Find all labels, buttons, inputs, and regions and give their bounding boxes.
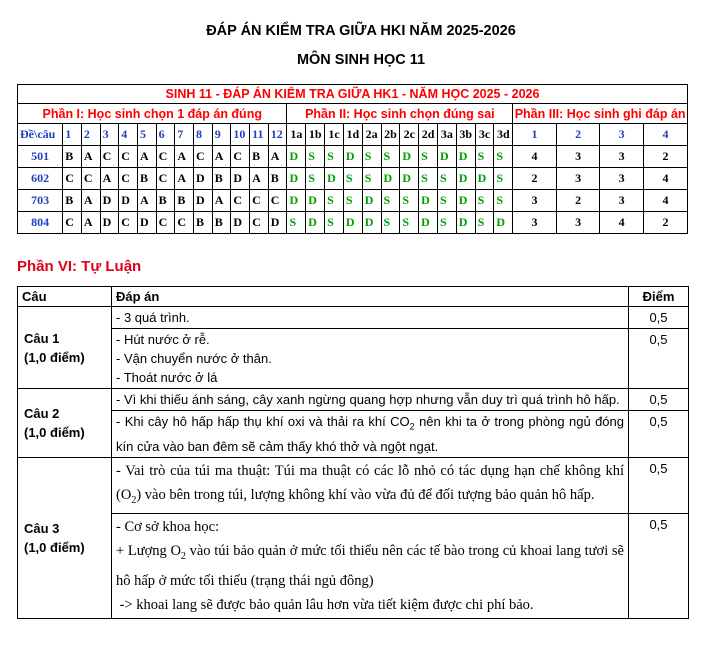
part1-answer: C	[81, 168, 100, 190]
part2-column-header: 1a	[287, 124, 306, 146]
part2-answer: D	[456, 168, 475, 190]
q2-answer-2-text: - Khi cây hô hấp hấp thụ khí oxi và thải ra khí CO	[116, 414, 410, 429]
exam-code: 804	[18, 212, 63, 234]
part2-answer: D	[325, 168, 344, 190]
part3-answer: 3	[556, 146, 600, 168]
part1-column-header: 2	[81, 124, 100, 146]
question-3-points-total: (1,0 điểm)	[24, 539, 85, 555]
part1-answer: C	[119, 146, 138, 168]
part2-answer: S	[306, 146, 325, 168]
part1-answer: D	[119, 190, 138, 212]
part2-answer: S	[325, 212, 344, 234]
part2-answer: S	[494, 146, 513, 168]
part1-answer: D	[137, 212, 156, 234]
part1-answer: C	[156, 168, 175, 190]
part1-label: Phần I: Học sinh chọn 1 đáp án đúng	[18, 104, 287, 124]
question-3-cell	[18, 457, 112, 619]
part2-answer: S	[325, 190, 344, 212]
part2-answer: S	[437, 168, 456, 190]
part2-answer: S	[400, 212, 419, 234]
part2-answer: D	[475, 168, 494, 190]
part1-answer: B	[63, 190, 82, 212]
part1-answer: C	[194, 146, 213, 168]
part1-answer: A	[81, 190, 100, 212]
q2-answer-2-subscript: 2	[409, 421, 415, 432]
question-2-cell	[18, 389, 112, 458]
part1-answer: B	[194, 212, 213, 234]
answer-key-banner: SINH 11 - ĐÁP ÁN KIỂM TRA GIỮA HK1 - NĂM HỌC 2025 - 2026	[18, 85, 688, 104]
part1-answer: B	[175, 190, 194, 212]
part1-answer: D	[100, 212, 119, 234]
answer-key-row	[18, 190, 688, 212]
part1-answer: D	[231, 212, 250, 234]
column-header-points: Điểm	[629, 287, 689, 307]
part2-answer: D	[419, 212, 438, 234]
q3-points-2: 0,5	[629, 514, 689, 619]
part1-column-header: 5	[137, 124, 156, 146]
part3-answer: 3	[600, 146, 644, 168]
q2-answer-1: - Vì khi thiếu ánh sáng, cây xanh ngừng quang hợp nhưng vẫn duy trì quá trình hô hấp.	[112, 389, 629, 411]
q3-answer-1-text: - Vai trò của túi ma thuật: Túi ma thuật có các lỗ nhỏ có tác dụng hạn chế không khí (O	[116, 462, 624, 503]
part1-column-header: 8	[194, 124, 213, 146]
part2-answer: S	[381, 146, 400, 168]
exam-code: 501	[18, 146, 63, 168]
part1-column-header: 9	[212, 124, 231, 146]
question-2-label: Câu 2	[24, 405, 60, 421]
question-3-label: Câu 3	[24, 520, 60, 536]
part2-answer: D	[343, 146, 362, 168]
part2-answer: S	[306, 168, 325, 190]
question-1-label: Câu 1	[24, 330, 60, 346]
part1-answer: A	[81, 146, 100, 168]
part3-answer: 4	[513, 146, 557, 168]
part2-answer: S	[494, 190, 513, 212]
corner-label: Đề\câu	[18, 124, 63, 146]
part2-column-header: 3a	[437, 124, 456, 146]
part2-answer: S	[325, 146, 344, 168]
part1-answer: D	[100, 190, 119, 212]
part1-answer: C	[119, 168, 138, 190]
part1-answer: C	[231, 190, 250, 212]
part1-answer: B	[212, 212, 231, 234]
part1-answer: A	[137, 190, 156, 212]
part3-answer: 4	[600, 212, 644, 234]
part1-answer: C	[250, 212, 269, 234]
part3-answer: 3	[556, 168, 600, 190]
part3-answer: 3	[600, 168, 644, 190]
answer-key-row	[18, 212, 688, 234]
q2-points-1: 0,5	[629, 389, 689, 411]
part1-answer: C	[268, 190, 287, 212]
essay-heading: Phần VI: Tự Luận	[17, 258, 142, 275]
part2-answer: D	[287, 190, 306, 212]
part2-answer: D	[456, 190, 475, 212]
answer-key-row	[18, 146, 688, 168]
part2-column-header: 2c	[400, 124, 419, 146]
part3-answer: 3	[556, 212, 600, 234]
part2-answer: S	[362, 168, 381, 190]
part2-answer: D	[400, 168, 419, 190]
part1-answer: A	[175, 146, 194, 168]
part2-column-header: 2a	[362, 124, 381, 146]
part1-answer: B	[268, 168, 287, 190]
part1-answer: D	[268, 212, 287, 234]
question-1-cell	[18, 307, 112, 389]
part2-answer: S	[343, 168, 362, 190]
part1-answer: D	[194, 168, 213, 190]
part1-answer: A	[250, 168, 269, 190]
part2-column-header: 1c	[325, 124, 344, 146]
part2-answer: D	[287, 146, 306, 168]
part2-answer: S	[475, 190, 494, 212]
part2-answer: D	[456, 146, 475, 168]
part2-answer: D	[362, 190, 381, 212]
part1-answer: A	[81, 212, 100, 234]
part3-column-header: 2	[556, 124, 600, 146]
part3-answer: 3	[600, 190, 644, 212]
q1-points-1: 0,5	[629, 307, 689, 329]
answer-key-table	[17, 84, 688, 234]
part1-answer: A	[268, 146, 287, 168]
part1-answer: C	[250, 190, 269, 212]
part1-answer: A	[100, 168, 119, 190]
part1-answer: D	[231, 168, 250, 190]
part2-answer: S	[475, 146, 494, 168]
document-title: ĐÁP ÁN KIỂM TRA GIỮA HKI NĂM 2025-2026	[206, 23, 516, 39]
q1-answer-2-line: - Thoát nước ở lá	[116, 370, 218, 385]
part2-column-header: 3c	[475, 124, 494, 146]
exam-code: 602	[18, 168, 63, 190]
part3-answer: 4	[643, 190, 687, 212]
part2-answer: S	[419, 168, 438, 190]
part2-column-header: 3d	[494, 124, 513, 146]
part1-answer: C	[156, 146, 175, 168]
q3-answer-1	[112, 457, 629, 514]
part2-answer: S	[437, 190, 456, 212]
part2-answer: S	[381, 212, 400, 234]
part2-answer: D	[362, 212, 381, 234]
part1-column-header: 3	[100, 124, 119, 146]
q3-answer-1-text-end: ) vào bên trong túi, lượng không khí vào vừa đủ để đối tượng bảo quản hô hấp.	[136, 486, 595, 503]
part2-answer: S	[381, 190, 400, 212]
part1-column-header: 10	[231, 124, 250, 146]
part2-column-header: 3b	[456, 124, 475, 146]
part1-answer: C	[175, 212, 194, 234]
part3-answer: 2	[643, 212, 687, 234]
part2-answer: S	[494, 168, 513, 190]
essay-table	[17, 286, 689, 619]
part2-column-header: 1b	[306, 124, 325, 146]
part2-answer: D	[343, 212, 362, 234]
q3-answer-2-subscript: 2	[180, 551, 186, 563]
part2-answer: D	[306, 212, 325, 234]
part2-column-header: 1d	[343, 124, 362, 146]
part1-answer: A	[175, 168, 194, 190]
question-1-points-total: (1,0 điểm)	[24, 349, 85, 365]
exam-code: 703	[18, 190, 63, 212]
answer-key-row	[18, 168, 688, 190]
part1-answer: B	[250, 146, 269, 168]
q3-answer-2-line-2-text: + Lượng O	[116, 543, 181, 560]
part2-answer: S	[362, 146, 381, 168]
q2-answer-2-text-end: nên khi ta ở trong phòng ngủ đóng kín cửa vào ban đêm sẽ cảm thấy khó thở và ngột ngạt.	[116, 414, 624, 454]
part2-answer: D	[287, 168, 306, 190]
part3-column-header: 4	[643, 124, 687, 146]
part2-answer: S	[287, 212, 306, 234]
part2-answer: D	[494, 212, 513, 234]
part2-answer: S	[475, 212, 494, 234]
part1-column-header: 12	[268, 124, 287, 146]
column-header-answer: Đáp án	[112, 287, 629, 307]
part1-answer: B	[63, 146, 82, 168]
q1-answer-2	[112, 329, 629, 389]
part2-label: Phần II: Học sinh chọn đúng sai	[287, 104, 513, 124]
part2-answer: D	[419, 190, 438, 212]
part2-answer: D	[306, 190, 325, 212]
part1-answer: C	[119, 212, 138, 234]
part2-answer: S	[419, 146, 438, 168]
part2-answer: D	[437, 146, 456, 168]
part3-answer: 3	[513, 212, 557, 234]
part1-answer: B	[137, 168, 156, 190]
part1-column-header: 4	[119, 124, 138, 146]
part1-column-header: 1	[63, 124, 82, 146]
part3-answer: 2	[643, 146, 687, 168]
part1-column-header: 11	[250, 124, 269, 146]
part1-answer: D	[194, 190, 213, 212]
part3-answer: 4	[643, 168, 687, 190]
part3-answer: 2	[513, 168, 557, 190]
part1-answer: C	[100, 146, 119, 168]
part1-answer: C	[63, 212, 82, 234]
part1-answer: C	[156, 212, 175, 234]
part3-column-header: 3	[600, 124, 644, 146]
part2-answer: D	[381, 168, 400, 190]
part3-answer: 3	[513, 190, 557, 212]
q2-points-2: 0,5	[629, 411, 689, 458]
part1-answer: B	[212, 168, 231, 190]
part2-answer: D	[400, 146, 419, 168]
q2-answer-2	[112, 411, 629, 458]
q3-answer-2-line-3: -> khoai lang sẽ được bảo quản lâu hơn vừa tiết kiệm được chi phí bảo.	[116, 597, 534, 614]
part2-column-header: 2d	[419, 124, 438, 146]
part2-column-header: 2b	[381, 124, 400, 146]
part2-answer: S	[400, 190, 419, 212]
q3-answer-2	[112, 514, 629, 619]
q3-answer-1-subscript: 2	[131, 494, 137, 506]
part3-label: Phần III: Học sinh ghi đáp án	[513, 104, 688, 124]
q3-points-1: 0,5	[629, 457, 689, 514]
part3-answer: 2	[556, 190, 600, 212]
part1-answer: C	[63, 168, 82, 190]
part1-column-header: 6	[156, 124, 175, 146]
q1-answer-2-line: - Vận chuyển nước ở thân.	[116, 351, 272, 366]
q1-answer-1: - 3 quá trình.	[112, 307, 629, 329]
q3-answer-2-line-2	[116, 539, 624, 593]
part1-answer: A	[212, 146, 231, 168]
part1-column-header: 7	[175, 124, 194, 146]
part1-answer: B	[156, 190, 175, 212]
document-subtitle: MÔN SINH HỌC 11	[296, 52, 426, 68]
question-2-points-total: (1,0 điểm)	[24, 424, 85, 440]
part3-column-header: 1	[513, 124, 557, 146]
q3-answer-2-line-1: - Cơ sở khoa học:	[116, 519, 220, 536]
part1-answer: C	[231, 146, 250, 168]
part2-answer: S	[343, 190, 362, 212]
part1-answer: A	[212, 190, 231, 212]
q1-points-2: 0,5	[629, 329, 689, 389]
column-header-question: Câu	[18, 287, 112, 307]
part2-answer: D	[456, 212, 475, 234]
part1-answer: A	[137, 146, 156, 168]
part2-answer: S	[437, 212, 456, 234]
q1-answer-2-line: - Hút nước ở rễ.	[116, 332, 210, 347]
q3-answer-2-line-2-text-end: vào túi bảo quản ở mức tối thiểu nên các tế bào trong củ khoai lang tươi sẽ hô hấp ở mức tối thiểu (trạng thái ngủ đông)	[116, 543, 624, 590]
